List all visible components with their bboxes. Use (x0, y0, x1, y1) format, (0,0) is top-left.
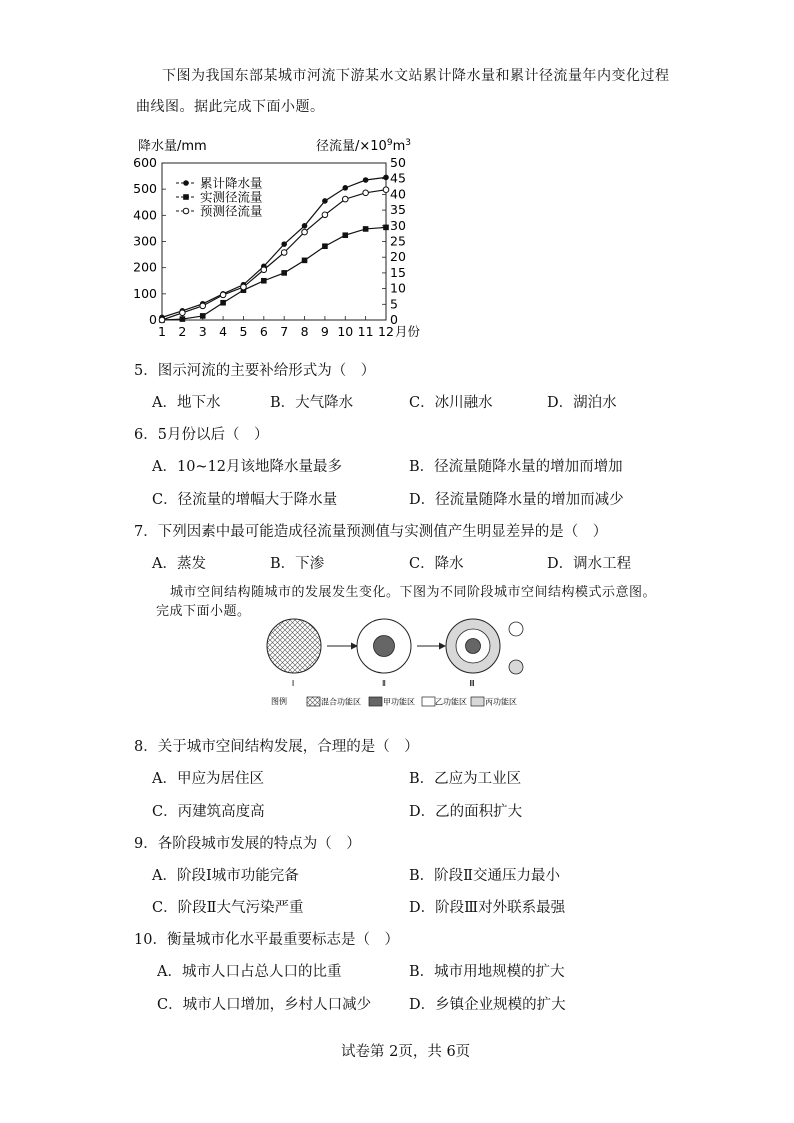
urban-structure-diagram (255, 615, 540, 715)
legend-jia-swatch (369, 697, 382, 706)
legend-yi-swatch (422, 697, 435, 706)
question-8-option-b[interactable]: B．乙应为工业区 (409, 771, 522, 787)
question-6-option-c[interactable]: C．径流量的增幅大于降水量 (152, 492, 338, 508)
x-tick-label: 9 (320, 324, 329, 339)
question-10-option-c[interactable]: C．城市人口增加，乡村人口减少 (157, 997, 372, 1013)
x-tick-label: 2 (178, 324, 187, 339)
series-1-point (302, 223, 308, 229)
question-9-stem: 9．各阶段城市发展的特点为（ ） (134, 836, 361, 852)
question-5-option-a[interactable]: A．地下水 (152, 395, 221, 411)
right-tick-label: 15 (390, 264, 406, 280)
arrow-2-head (439, 643, 446, 650)
series-2-point (200, 313, 206, 319)
right-tick-label: 0 (390, 312, 398, 327)
question-6-option-a[interactable]: A．10~12月该地降水量最多 (152, 459, 343, 475)
question-5-stem: 5．图示河流的主要补给形式为（ ） (134, 363, 376, 379)
legend-jia-label: 甲功能区 (383, 697, 415, 707)
stage3-label: Ⅲ (469, 679, 475, 688)
question-8-option-c[interactable]: C．丙建筑高度高 (152, 804, 265, 820)
series-2-point (322, 243, 328, 249)
x-tick-label: 7 (280, 324, 289, 339)
question-10-option-d[interactable]: D．乡镇企业规模的扩大 (409, 997, 566, 1013)
right-tick-label: 50 (390, 155, 406, 170)
question-9-option-a[interactable]: A．阶段Ⅰ城市功能完备 (152, 868, 299, 884)
question-7-option-d[interactable]: D．调水工程 (547, 556, 632, 572)
series-1-point (363, 177, 369, 183)
series-2-point (220, 300, 226, 306)
left-tick-label: 300 (133, 233, 157, 249)
series-1-point (342, 185, 348, 191)
series-1-point (383, 175, 389, 181)
legend-label-3: 预测径流量 (200, 203, 263, 219)
series-line-1 (162, 177, 386, 317)
question-5-option-d[interactable]: D．湖泊水 (547, 395, 617, 411)
intro2-text-line1: 城市空间结构随城市的发展发生变化。下图为不同阶段城市空间结构模式示意图。 (170, 585, 657, 600)
stage2-jia-zone (374, 636, 395, 657)
series-3-point (322, 212, 328, 218)
legend-mixed-swatch (307, 697, 320, 706)
left-tick-label: 500 (133, 181, 157, 197)
question-8-stem: 8．关于城市空间结构发展，合理的是（ ） (134, 739, 419, 755)
x-tick-label: 5 (239, 324, 248, 339)
series-3-point (261, 267, 267, 273)
legend-mixed-label: 混合功能区 (321, 697, 361, 707)
right-axis-label: 径流量$/\times 10^9m^3$ (316, 138, 411, 154)
x-tick-label: 10 (337, 324, 354, 339)
right-tick-label: 40 (390, 186, 406, 202)
left-tick-label: 200 (133, 259, 157, 275)
stage1-label: Ⅰ (291, 679, 295, 688)
question-10-option-a[interactable]: A．城市人口占总人口的比重 (157, 964, 342, 980)
legend-marker-3 (183, 208, 189, 214)
right-tick-label: 10 (390, 280, 406, 296)
series-2-point (180, 316, 186, 322)
legend-bing-swatch (471, 697, 484, 706)
series-2-point (261, 278, 267, 284)
question-9-option-b[interactable]: B．阶段Ⅱ交通压力最小 (409, 868, 561, 884)
intro2-text-line2: 完成下面小题。 (156, 604, 251, 619)
x-tick-label: 6 (259, 324, 268, 339)
x-tick-label: 3 (198, 324, 207, 339)
question-8-option-a[interactable]: A．甲应为居住区 (152, 771, 264, 787)
series-1-point (322, 198, 328, 204)
question-10-stem: 10．衡量城市化水平最重要标志是（ ） (134, 932, 399, 948)
legend-marker-2 (183, 194, 189, 200)
intro-text-line2: 曲线图。据此完成下面小题。 (136, 99, 325, 115)
series-3-point (220, 292, 226, 298)
series-2-point (302, 258, 308, 264)
left-axis-label: 降水量/mm (138, 139, 207, 154)
runoff-precipitation-chart (120, 130, 440, 345)
stage2-label: Ⅱ (382, 679, 386, 688)
x-tick-label: 4 (219, 324, 228, 339)
left-tick-label: 100 (133, 285, 157, 301)
legend-label-1: 累计降水量 (200, 175, 263, 191)
series-3-point (342, 196, 348, 202)
series-3-point (241, 284, 247, 290)
right-tick-label: 45 (390, 170, 406, 186)
series-3-point (363, 190, 369, 196)
legend-yi-label: 乙功能区 (435, 697, 467, 707)
right-tick-label: 25 (390, 233, 406, 249)
satellite-yi-zone (509, 622, 523, 636)
series-2-point (342, 232, 348, 238)
question-7-option-c[interactable]: C．降水 (409, 556, 464, 572)
stage1-mixed-zone (267, 619, 321, 673)
left-tick-label: 0 (149, 312, 157, 327)
series-2-point (363, 226, 369, 232)
intro-text-line1: 下图为我国东部某城市河流下游某水文站累计降水量和累计径流量年内变化过程 (162, 68, 670, 84)
question-5-option-b[interactable]: B．大气降水 (270, 395, 354, 411)
legend-label-2: 实测径流量 (200, 189, 263, 205)
question-10-option-b[interactable]: B．城市用地规模的扩大 (409, 964, 565, 980)
series-3-point (200, 303, 206, 309)
question-6-stem: 6．5月份以后（ ） (134, 427, 269, 443)
series-3-point (302, 229, 308, 235)
x-tick-label: 11 (357, 324, 374, 339)
right-tick-label: 35 (390, 202, 406, 218)
series-1-point (281, 241, 287, 247)
x-unit-label: 月份 (395, 324, 421, 339)
legend-bing-label: 丙功能区 (485, 697, 517, 707)
x-tick-label: 12 (378, 324, 394, 339)
right-tick-label: 20 (390, 249, 406, 265)
left-tick-label: 600 (133, 155, 157, 170)
series-3-point (159, 317, 165, 323)
right-tick-label: 30 (390, 217, 406, 233)
series-3-point (180, 310, 186, 316)
page-footer: 试卷第 2页，共 6页 (341, 1044, 471, 1060)
legend-marker-1 (183, 180, 189, 186)
question-7-option-b[interactable]: B．下渗 (270, 556, 325, 572)
series-2-point (383, 225, 389, 231)
right-tick-label: 5 (390, 296, 398, 312)
question-6-option-b[interactable]: B．径流量随降水量的增加而增加 (409, 459, 623, 475)
question-8-option-d[interactable]: D．乙的面积扩大 (409, 804, 523, 820)
series-3-point (281, 250, 287, 256)
x-tick-label: 1 (158, 324, 166, 339)
question-6-option-d[interactable]: D．径流量随降水量的增加而减少 (409, 492, 624, 508)
legend-title: 图例 (271, 697, 287, 706)
question-5-option-c[interactable]: C．冰川融水 (409, 395, 493, 411)
plot-frame (162, 163, 386, 320)
left-tick-label: 400 (133, 207, 157, 223)
stage3-jia-zone (466, 639, 481, 654)
x-tick-label: 8 (300, 324, 309, 339)
question-7-stem: 7．下列因素中最可能造成径流量预测值与实测值产生明显差异的是（ ） (134, 524, 608, 540)
question-9-option-d[interactable]: D．阶段Ⅲ对外联系最强 (409, 900, 566, 916)
question-7-option-a[interactable]: A．蒸发 (152, 556, 206, 572)
question-9-option-c[interactable]: C．阶段Ⅱ大气污染严重 (152, 900, 304, 916)
satellite-bing-zone (509, 660, 523, 674)
series-3-point (383, 187, 389, 193)
series-2-point (281, 270, 287, 276)
